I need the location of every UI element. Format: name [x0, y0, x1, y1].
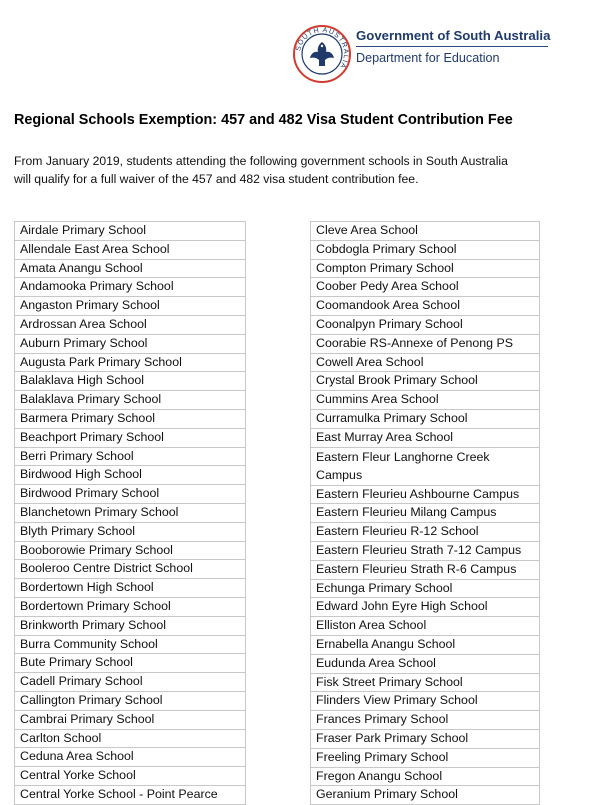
- document-title: Regional Schools Exemption: 457 and 482 Visa Student Contribution Fee: [14, 112, 513, 128]
- school-name-cell: Fraser Park Primary School: [311, 729, 540, 748]
- table-row: [15, 654, 246, 673]
- school-list-left: [15, 222, 246, 805]
- school-name-cell: Crystal Brook Primary School: [311, 372, 540, 391]
- school-name-cell: Berri Primary School: [15, 447, 246, 466]
- table-row: [15, 222, 246, 241]
- table-row: [311, 222, 540, 241]
- school-name-cell: Andamooka Primary School: [15, 278, 246, 297]
- school-table-right: [310, 221, 540, 805]
- table-row: [311, 729, 540, 748]
- table-row: [311, 635, 540, 654]
- school-name-cell: Bute Primary School: [15, 654, 246, 673]
- table-row: [15, 673, 246, 692]
- table-row: [15, 297, 246, 316]
- table-row: [15, 541, 246, 560]
- table-row: [15, 560, 246, 579]
- table-row: [15, 729, 246, 748]
- school-name-cell: Cleve Area School: [311, 222, 540, 241]
- table-row: [311, 297, 540, 316]
- school-name-cell: Eudunda Area School: [311, 654, 540, 673]
- school-name-cell: Geranium Primary School: [311, 786, 540, 805]
- school-name-cell: Eastern Fleurieu Strath R-6 Campus: [311, 560, 540, 579]
- school-name-cell: Elliston Area School: [311, 617, 540, 636]
- table-row: [15, 710, 246, 729]
- school-name-cell: Beachport Primary School: [15, 428, 246, 447]
- school-name-cell: Angaston Primary School: [15, 297, 246, 316]
- crest-ring-text: SOUTH AUSTRALIA: [295, 26, 350, 70]
- table-row: [15, 579, 246, 598]
- school-name-cell: Compton Primary School: [311, 259, 540, 278]
- school-name-cell: Cadell Primary School: [15, 673, 246, 692]
- table-row: [15, 447, 246, 466]
- organisation-heading: [356, 28, 554, 66]
- school-name-cell: Ernabella Anangu School: [311, 635, 540, 654]
- school-name-cell: Balaklava Primary School: [15, 391, 246, 410]
- school-name-cell: Coorabie RS-Annexe of Penong PS: [311, 334, 540, 353]
- school-name-cell: Blyth Primary School: [15, 522, 246, 541]
- table-row: [15, 353, 246, 372]
- table-row: [15, 428, 246, 447]
- table-row: [311, 598, 540, 617]
- school-name-cell: Auburn Primary School: [15, 334, 246, 353]
- table-row: [15, 785, 246, 804]
- table-row: [311, 259, 540, 278]
- table-row: [311, 409, 540, 428]
- table-row: [311, 278, 540, 297]
- table-row: [15, 503, 246, 522]
- table-row: [311, 767, 540, 786]
- table-row: [15, 240, 246, 259]
- school-name-cell: Fregon Anangu School: [311, 767, 540, 786]
- table-row: [311, 692, 540, 711]
- table-row: [311, 617, 540, 636]
- school-name-cell: Brinkworth Primary School: [15, 616, 246, 635]
- school-name-cell: Bordertown Primary School: [15, 597, 246, 616]
- table-row: [15, 635, 246, 654]
- school-list-right: [311, 222, 540, 805]
- school-name-cell: Birdwood Primary School: [15, 485, 246, 504]
- table-row: [15, 616, 246, 635]
- table-row: [311, 353, 540, 372]
- table-row: [311, 541, 540, 560]
- table-row: [311, 372, 540, 391]
- table-row: [15, 372, 246, 391]
- school-name-cell: Cobdogla Primary School: [311, 240, 540, 259]
- department-name: Department for Education: [356, 51, 500, 65]
- school-name-cell: Eastern Fleurieu Strath 7-12 Campus: [311, 541, 540, 560]
- school-name-cell: Eastern Fleurieu R-12 School: [311, 523, 540, 542]
- table-row: [311, 523, 540, 542]
- table-row: [311, 447, 540, 485]
- table-row: [311, 240, 540, 259]
- school-name-cell: Bordertown High School: [15, 579, 246, 598]
- table-row: [15, 278, 246, 297]
- table-row: [311, 711, 540, 730]
- school-name-cell: Coonalpyn Primary School: [311, 315, 540, 334]
- school-name-cell: Cambrai Primary School: [15, 710, 246, 729]
- school-name-cell: Callington Primary School: [15, 691, 246, 710]
- school-name-cell: Flinders View Primary School: [311, 692, 540, 711]
- school-name-cell: Cummins Area School: [311, 391, 540, 410]
- table-row: [311, 560, 540, 579]
- school-name-cell: Cowell Area School: [311, 353, 540, 372]
- school-name-cell: East Murray Area School: [311, 428, 540, 447]
- school-name-cell: Balaklava High School: [15, 372, 246, 391]
- table-row: [311, 786, 540, 805]
- table-row: [15, 767, 246, 786]
- intro-paragraph: [14, 152, 594, 188]
- government-name: Government of South Australia: [356, 28, 551, 43]
- table-row: [311, 391, 540, 410]
- table-row: [15, 315, 246, 334]
- school-name-cell: Blanchetown Primary School: [15, 503, 246, 522]
- table-row: [311, 654, 540, 673]
- table-row: [15, 522, 246, 541]
- table-row: [311, 504, 540, 523]
- school-name-cell: Allendale East Area School: [15, 240, 246, 259]
- school-name-cell: Coober Pedy Area School: [311, 278, 540, 297]
- school-name-cell: Freeling Primary School: [311, 748, 540, 767]
- school-name-cell: Ardrossan Area School: [15, 315, 246, 334]
- table-row: [15, 485, 246, 504]
- table-row: [15, 259, 246, 278]
- table-row: [311, 748, 540, 767]
- table-row: [15, 466, 246, 485]
- school-name-cell: Barmera Primary School: [15, 409, 246, 428]
- school-name-cell: Birdwood High School: [15, 466, 246, 485]
- table-row: [311, 334, 540, 353]
- school-name-cell: Coomandook Area School: [311, 297, 540, 316]
- school-name-cell: Eastern Fleurieu Ashbourne Campus: [311, 485, 540, 504]
- table-row: [15, 391, 246, 410]
- school-name-cell: Ceduna Area School: [15, 748, 246, 767]
- school-name-cell: Central Yorke School - Point Pearce: [15, 785, 246, 804]
- school-name-cell: Edward John Eyre High School: [311, 598, 540, 617]
- south-australia-crest-icon: [292, 24, 352, 84]
- heading-divider: [356, 46, 548, 47]
- school-name-cell: Fisk Street Primary School: [311, 673, 540, 692]
- school-name-cell: Booborowie Primary School: [15, 541, 246, 560]
- table-row: [15, 691, 246, 710]
- intro-line: From January 2019, students attending the following government schools in South Australia: [14, 154, 508, 168]
- school-name-cell: Eastern Fleurieu Milang Campus: [311, 504, 540, 523]
- table-row: [15, 409, 246, 428]
- school-name-cell: Eastern Fleur Langhorne Creek Campus: [311, 447, 540, 485]
- school-name-cell: Airdale Primary School: [15, 222, 246, 241]
- table-row: [311, 673, 540, 692]
- school-name-cell: Frances Primary School: [311, 711, 540, 730]
- school-name-cell: Booleroo Centre District School: [15, 560, 246, 579]
- school-name-cell: Carlton School: [15, 729, 246, 748]
- school-name-cell: Curramulka Primary School: [311, 409, 540, 428]
- school-name-cell: Central Yorke School: [15, 767, 246, 786]
- school-table-left: [14, 221, 246, 805]
- table-row: [15, 334, 246, 353]
- school-name-cell: Augusta Park Primary School: [15, 353, 246, 372]
- table-row: [311, 428, 540, 447]
- table-row: [311, 315, 540, 334]
- school-name-cell: Burra Community School: [15, 635, 246, 654]
- table-row: [15, 597, 246, 616]
- school-name-cell: Amata Anangu School: [15, 259, 246, 278]
- table-row: [311, 485, 540, 504]
- intro-line: will qualify for a full waiver of the 457 and 482 visa student contribution fee.: [14, 172, 419, 186]
- school-name-cell: Echunga Primary School: [311, 579, 540, 598]
- table-row: [311, 579, 540, 598]
- table-row: [15, 748, 246, 767]
